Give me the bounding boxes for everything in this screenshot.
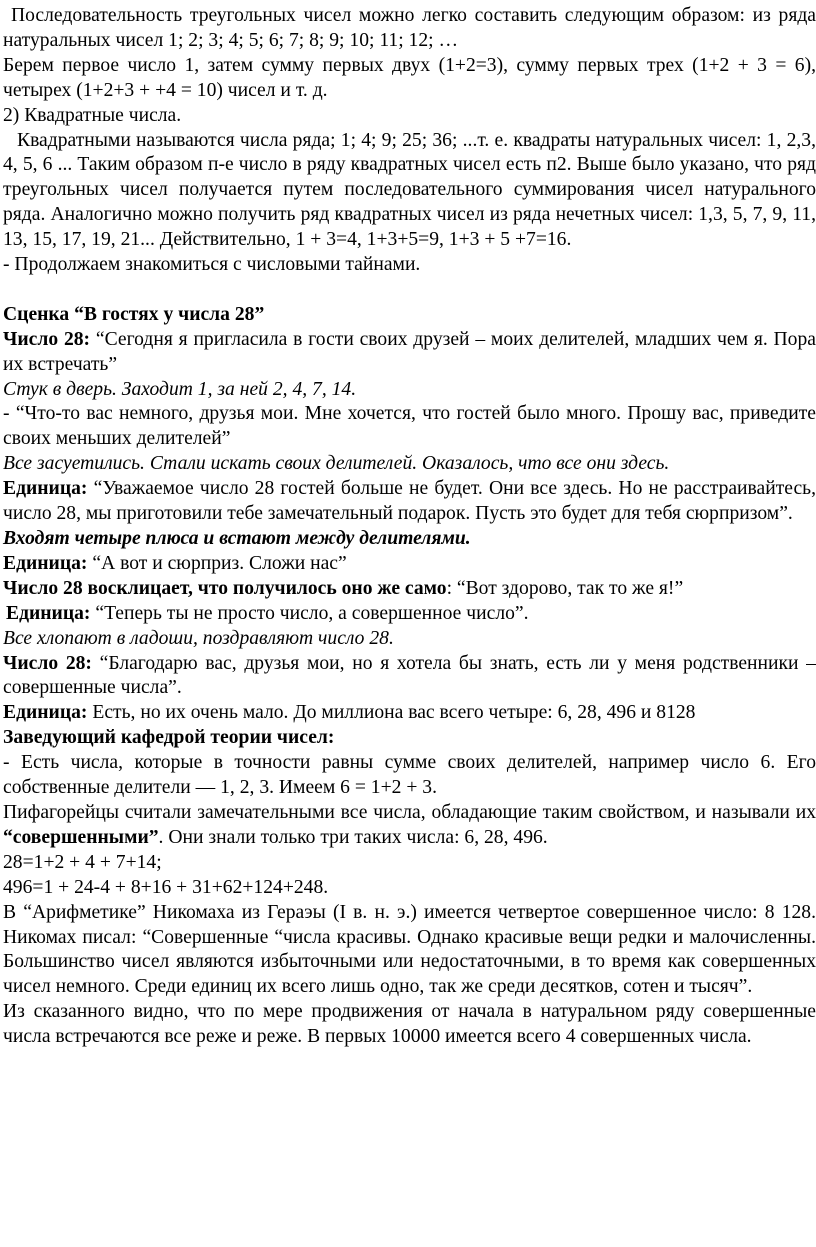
stage-direction-knock: Стук в дверь. Заходит 1, за ней 2, 4, 7, 14. <box>3 378 357 400</box>
equation-496: 496=1 + 24-4 + 8+16 + 31+62+124+248. <box>3 876 329 898</box>
speaker-department-head: Заведующий кафедрой теории чисел: <box>3 727 335 749</box>
heading-square-numbers: 2) Квадратные числа. <box>3 104 182 126</box>
line-text: “Теперь ты не просто число, а совершенное число”. <box>90 602 529 624</box>
speaker-label: Число 28: <box>3 328 91 350</box>
line-text: “Сегодня я пригласила в гости своих друзей – моих делителей, младших чем я. Пора их встречать” <box>3 328 816 375</box>
speaker-label: Число 28 восклицает, что получилось оно же само <box>3 577 447 599</box>
scene-title: Сценка “В гостях у числа 28” <box>3 303 265 325</box>
line-few-guests: - “Что-то вас немного, друзья мои. Мне хочется, что гостей было много. Прошу вас, приведите своих меньших делителей” <box>3 403 816 450</box>
paragraph-triangular-intro: Последовательность треугольных чисел можно легко составить следующим образом: из ряда натуральных чисел 1; 2; 3; 4; 5; 6; 7; 8; 9; 10; 11; 12; … <box>3 5 816 51</box>
line-unit-surprise <box>3 552 816 577</box>
line-unit-gift <box>3 477 816 527</box>
line-number28-relatives <box>3 652 816 702</box>
paragraph-perfect-definition: - Есть числа, которые в точности равны сумме своих делителей, например число 6. Его собственные делители — 1, 2, 3. Имеем 6 = 1+2 + 3. <box>3 752 816 799</box>
line-unit-perfect <box>3 602 816 627</box>
blank-line <box>3 278 816 303</box>
stage-direction-search: Все засуетились. Стали искать своих делителей. Оказалось, что все они здесь. <box>3 453 670 475</box>
speaker-label: Число 28: <box>3 652 92 674</box>
paragraph-square-numbers: Квадратными называются числа ряда; 1; 4; 9; 25; 36; ...т. е. квадраты натуральных чисел: 1, 2,3, 4, 5, 6 ... Таким образом п-е число в ряду квадратных чисел есть п2. Выше было указано, что ряд треугольных чисел получается путем последовательного суммирования чисел натурального ряда. Аналогично можно получить ряд квадратных чисел из ряда нечетных чисел: 1,3, 5, 7, 9, 11, 13, 15, 17, 19, 21... Действительно, 1 + 3=4, 1+3+5=9, 1+3 + 5 +7=16. <box>3 129 816 251</box>
stage-direction-applause: Все хлопают в ладоши, поздравляют число 28. <box>3 627 394 649</box>
paragraph-nicomachus: В “Арифметике” Никомаха из Гераэы (I в. н. э.) имеется четвертое совершенное число: 8 128. Никомах писал: “Совершенные “числа красивы. Однако красивые вещи редки и малочисленны. Большинство чисел являются избыточными или недостаточными, в то время как совершенных чисел немного. Среди единиц их всего лишь одно, так же среди десятков, сотен и тысяч”. <box>3 901 816 998</box>
paragraph-conclusion: Из сказанного видно, что по мере продвижения от начала в натуральном ряду совершенные числа встречаются все реже и реже. В первых 10000 имеется всего 4 совершенных числа. <box>3 1001 816 1048</box>
line-text: “Уважаемое число 28 гостей больше не будет. Они все здесь. Но не расстраивайтесь, число 28, мы приготовили тебе замечательный подарок. Пусть это будет для тебя сюрпризом”. <box>3 478 816 525</box>
paragraph-triangular-sums: Берем первое число 1, затем сумму первых двух (1+2=3), сумму первых трех (1+2 + 3 = 6), четырех (1+2+3 + +4 = 10) чисел и т. д. <box>3 54 816 101</box>
equation-28: 28=1+2 + 4 + 7+14; <box>3 851 162 873</box>
line-text: Есть, но их очень мало. До миллиона вас всего четыре: 6, 28, 496 и 8128 <box>87 702 696 724</box>
speaker-label: Единица: <box>6 602 91 624</box>
line-number28-greeting <box>3 328 816 378</box>
speaker-label: Единица: <box>3 702 88 724</box>
paragraph-continue: - Продолжаем знакомиться с числовыми тайнами. <box>3 254 421 276</box>
line-number28-exclaims <box>3 577 816 602</box>
bold-term: “совершенными” <box>3 826 159 848</box>
paragraph-pythagoreans <box>3 801 816 851</box>
stage-direction-pluses: Входят четыре плюса и встают между делителями. <box>3 528 471 550</box>
text-part: . Они знали только три таких числа: 6, 28, 496. <box>158 826 548 848</box>
text-part: Пифагорейцы считали замечательными все числа, обладающие таким свойством, и называли их <box>3 801 816 823</box>
speaker-label: Единица: <box>3 552 88 574</box>
line-text: “Благодарю вас, друзья мои, но я хотела бы знать, есть ли у меня родственники – совершенные числа”. <box>3 652 816 699</box>
line-text: : “Вот здорово, так то же я!” <box>446 577 684 599</box>
speaker-label: Единица: <box>3 478 88 500</box>
line-unit-four-numbers <box>3 701 816 726</box>
line-text: “А вот и сюрприз. Сложи нас” <box>87 552 347 574</box>
